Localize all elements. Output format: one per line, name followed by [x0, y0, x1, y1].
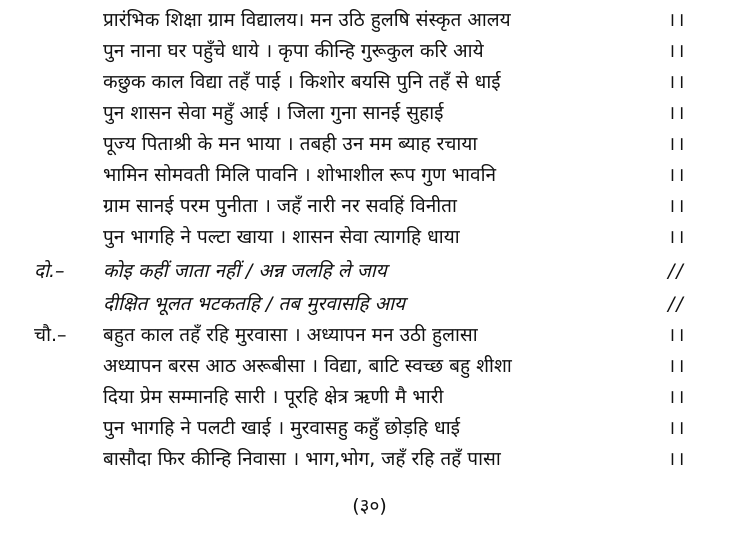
verse-text: पूज्य पिताश्री के मन भाया । तबही उन मम ब्याह रचाया: [103, 133, 478, 155]
chaupai-line: [0, 413, 739, 443]
doha-end-mark: //: [668, 293, 685, 315]
doha-line: [0, 256, 739, 286]
chaupai-text: पुन भागहि ने पलटी खाई । मुरवासहु कहुँ छोड़हि धाई: [103, 417, 460, 439]
verse-text: प्रारंभिक शिक्षा ग्राम विद्यालय। मन उठि हुलषि संस्कृत आलय: [103, 9, 511, 31]
chaupai-line: [0, 444, 739, 474]
verse-end-mark: ।।: [668, 102, 687, 124]
verse-text: पुन भागहि ने पल्टा खाया । शासन सेवा त्यागहि धाया: [103, 226, 460, 248]
doha-text: कोइ कहीं जाता नहीं / अन्न जलहि ले जाय: [103, 260, 387, 282]
verse-text: भामिन सोमवती मिलि पावनि । शोभाशील रूप गुण भावनि: [103, 164, 497, 186]
verse-line: [0, 98, 739, 128]
verse-end-mark: ।।: [668, 71, 687, 93]
chaupai-text: बासौदा फिर कीन्हि निवासा । भाग,भोग, जहँ रहि तहँ पासा: [103, 448, 501, 470]
chaupai-line: [0, 351, 739, 381]
verse-line: [0, 191, 739, 221]
verse-text: ग्राम सानई परम पुनीता । जहँ नारी नर सवहिं विनीता: [103, 195, 457, 217]
verse-end-mark: ।।: [668, 355, 687, 377]
verse-end-mark: ।।: [668, 9, 687, 31]
chaupai-text: दिया प्रेम सम्मानहि सारी । पूरहि क्षेत्र ऋणी मै भारी: [103, 386, 444, 408]
verse-line: [0, 36, 739, 66]
verse-end-mark: ।।: [668, 133, 687, 155]
verse-line: [0, 129, 739, 159]
chaupai-marker: चौ.–: [34, 324, 67, 346]
verse-text: कछुक काल विद्या तहँ पाई । किशोर बयसि पुनि तहँ से धाई: [103, 71, 501, 93]
verse-end-mark: ।।: [668, 386, 687, 408]
verse-end-mark: ।।: [668, 448, 687, 470]
verse-end-mark: ।।: [668, 324, 687, 346]
verse-line: [0, 5, 739, 35]
verse-line: [0, 222, 739, 252]
doha-end-mark: //: [668, 260, 685, 282]
verse-text: पुन नाना घर पहुँचे धाये । कृपा कीन्हि गुरूकुल करि आये: [103, 40, 484, 62]
verse-line: [0, 160, 739, 190]
verse-end-mark: ।।: [668, 195, 687, 217]
doha-text: दीक्षित भूलत भटकतहि / तब मुरवासहि आय: [103, 293, 406, 315]
chaupai-text: अध्यापन बरस आठ अरूबीसा । विद्या, बाटि स्वच्छ बहु शीशा: [103, 355, 512, 377]
verse-end-mark: ।।: [668, 226, 687, 248]
doha-marker: दो.–: [34, 260, 65, 282]
chaupai-line: [0, 320, 739, 350]
verse-end-mark: ।।: [668, 417, 687, 439]
verse-text: पुन शासन सेवा महुँ आई । जिला गुना सानई सुहाई: [103, 102, 444, 124]
doha-line: [0, 289, 739, 319]
chaupai-text: बहुत काल तहँ रहि मुरवासा । अध्यापन मन उठी हुलासा: [103, 324, 478, 346]
verse-line: [0, 67, 739, 97]
verse-end-mark: ।।: [668, 164, 687, 186]
verse-end-mark: ।।: [668, 40, 687, 62]
chaupai-line: [0, 382, 739, 412]
page-number: (३०): [352, 495, 387, 517]
